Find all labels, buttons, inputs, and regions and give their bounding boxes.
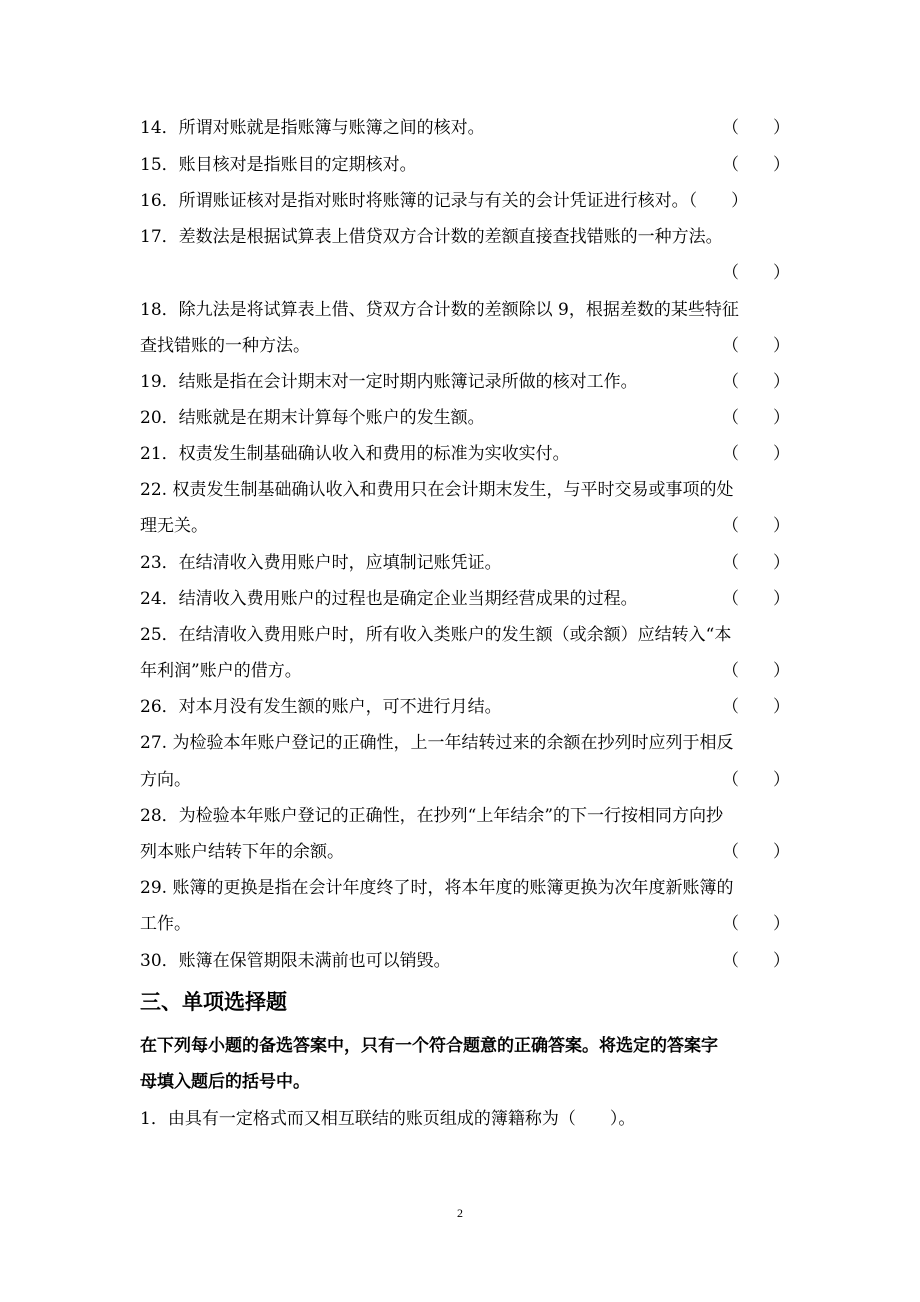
question-24 [140,581,790,617]
answer-parentheses: （ ） [722,444,790,464]
question-text: 15．账目核对是指账目的定期核对。 [140,155,417,175]
question-27-continued [140,762,790,798]
section-title: 三、单项选择题 [140,990,287,1014]
question-29-continued [140,906,790,942]
answer-parentheses: （ ） [722,263,790,283]
answer-parentheses: （ ） [722,408,790,428]
question-28-continued [140,834,790,870]
choice-question-1 [140,1101,785,1137]
question-text: 29. 账簿的更换是指在会计年度终了时，将本年度的账簿更换为次年度新账簿的 [140,878,734,898]
question-26 [140,689,790,725]
question-text: 25．在结清收入费用账户时，所有收入类账户的发生额（或余额）应结转入“本 [140,625,732,645]
question-17-continued [140,255,790,291]
question-text: 30．账簿在保管期限未满前也可以销毁。 [140,951,451,971]
answer-parentheses: （ ） [722,155,790,175]
question-text: 查找错账的一种方法。 [140,336,310,356]
question-28 [140,798,785,834]
section-instruction: 在下列每小题的备选答案中，只有一个符合题意的正确答案。将选定的答案字 [140,1036,718,1056]
question-text: 16．所谓账证核对是指对账时将账簿的记录与有关的会计凭证进行核对。（ ） [140,191,749,211]
question-19 [140,364,790,400]
question-text: 27. 为检验本年账户登记的正确性，上一年结转过来的余额在抄列时应列于相反 [140,733,734,753]
question-text: 21．权责发生制基础确认收入和费用的标准为实收实付。 [140,444,570,464]
question-text: 工作。 [140,914,191,934]
answer-parentheses: （ ） [722,553,790,573]
answer-parentheses: （ ） [722,336,790,356]
question-30 [140,943,790,979]
answer-parentheses: （ ） [722,951,790,971]
answer-parentheses: （ ） [722,842,790,862]
question-22 [140,472,785,508]
question-18 [140,292,785,328]
page-number: 2 [457,1206,463,1220]
question-20 [140,400,790,436]
question-text: 列本账户结转下年的余额。 [140,842,344,862]
answer-parentheses: （ ） [722,118,790,138]
answer-parentheses: （ ） [722,589,790,609]
section-instruction-continued: 母填入题后的括号中。 [140,1072,310,1092]
question-14 [140,110,790,146]
question-29 [140,870,785,906]
answer-parentheses: （ ） [722,516,790,536]
question-text: 28．为检验本年账户登记的正确性，在抄列“上年结余”的下一行按相同方向抄 [140,806,724,826]
answer-parentheses: （ ） [722,372,790,392]
question-25-continued [140,653,790,689]
question-text: 年利润”账户的借方。 [140,661,302,681]
question-text: 理无关。 [140,516,208,536]
question-text: 19．结账是指在会计期末对一定时期内账簿记录所做的核对工作。 [140,372,638,392]
question-text: 24．结清收入费用账户的过程也是确定企业当期经营成果的过程。 [140,589,638,609]
question-text: 22. 权责发生制基础确认收入和费用只在会计期末发生，与平时交易或事项的处 [140,480,734,500]
question-25 [140,617,785,653]
question-18-continued [140,328,790,364]
question-text: 26．对本月没有发生额的账户，可不进行月结。 [140,697,502,717]
question-text: 18．除九法是将试算表上借、贷双方合计数的差额除以 9，根据差数的某些特征 [140,300,739,320]
question-text: 20．结账就是在期末计算每个账户的发生额。 [140,408,485,428]
answer-parentheses: （ ） [722,770,790,790]
question-17 [140,219,785,255]
question-22-continued [140,508,790,544]
question-16 [140,183,785,219]
question-23 [140,545,790,581]
question-15 [140,147,790,183]
question-text: 14．所谓对账就是指账簿与账簿之间的核对。 [140,118,485,138]
question-21 [140,436,790,472]
question-text: 17．差数法是根据试算表上借贷双方合计数的差额直接查找错账的一种方法。 [140,227,723,247]
question-text: 1．由具有一定格式而又相互联结的账页组成的簿籍称为（ ）。 [140,1109,636,1129]
question-text: 方向。 [140,770,191,790]
answer-parentheses: （ ） [722,914,790,934]
question-text: 23．在结清收入费用账户时，应填制记账凭证。 [140,553,502,573]
answer-parentheses: （ ） [722,697,790,717]
answer-parentheses: （ ） [722,661,790,681]
question-27 [140,725,785,761]
